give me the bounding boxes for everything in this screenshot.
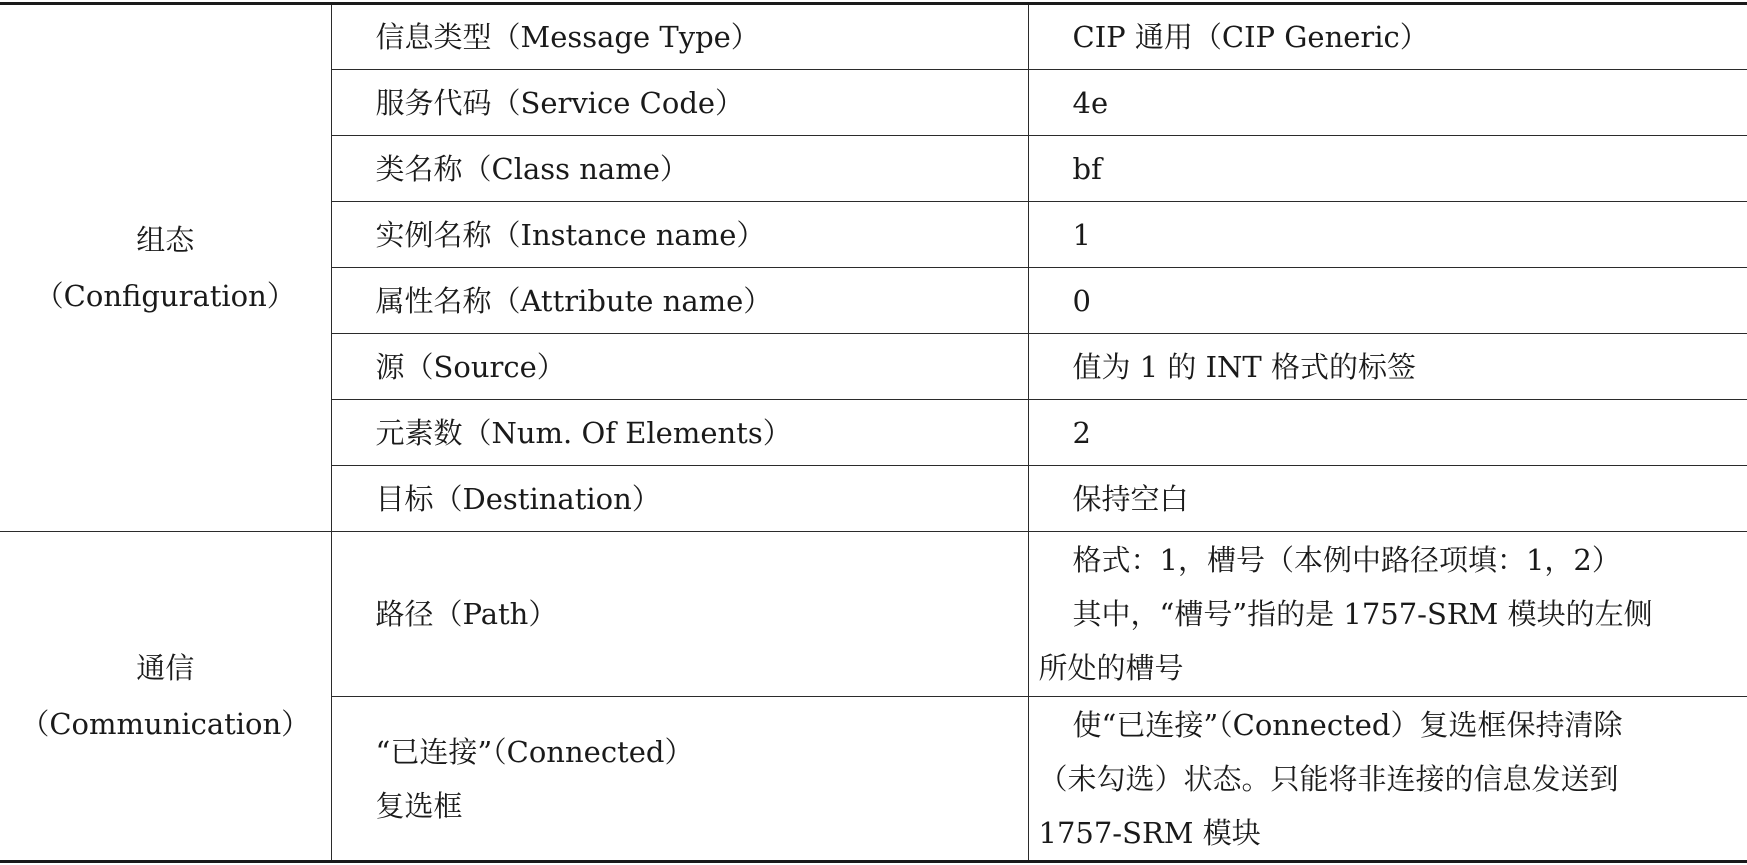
value-cell: 值为 1 的 INT 格式的标签 [1028,334,1747,400]
group-communication-zh: 通信 [136,651,195,685]
table-row-path [0,532,1747,697]
group-configuration-en: （Configuration） [34,279,296,313]
value-cell: 0 [1028,268,1747,334]
group-configuration [0,4,331,532]
group-configuration-zh: 组态 [136,223,195,257]
value-cell: 2 [1028,400,1747,466]
connected-param-line-2: 复选框 [375,788,463,823]
param-cell: 元素数（Num. Of Elements） [331,400,1028,466]
group-communication [0,532,331,862]
connected-param-line-1: “已连接”（Connected） [375,734,694,769]
group-communication-en: （Communication） [20,707,311,741]
value-cell: 保持空白 [1028,466,1747,532]
value-cell: 1 [1028,202,1747,268]
connected-line-3: 1757-SRM 模块 [1038,815,1261,850]
connected-line-2: （未勾选）状态。只能将非连接的信息发送到 [1038,761,1619,796]
path-line-1: 格式：1，槽号（本例中路径项填：1，2） [1072,543,1621,577]
param-cell: 类名称（Class name） [331,136,1028,202]
table-row [0,4,1747,70]
value-cell: 4e [1028,70,1747,136]
param-cell: 属性名称（Attribute name） [331,268,1028,334]
param-cell: 信息类型（Message Type） [331,4,1028,70]
param-cell-connected [331,697,1028,862]
value-cell: CIP 通用（CIP Generic） [1028,4,1747,70]
parameter-table [0,2,1747,863]
value-cell-path [1028,532,1747,697]
path-line-2: 其中，“槽号”指的是 1757-SRM 模块的左侧 [1072,597,1653,631]
value-cell-connected [1028,697,1747,862]
param-cell-path: 路径（Path） [331,532,1028,697]
value-cell: bf [1028,136,1747,202]
param-cell: 服务代码（Service Code） [331,70,1028,136]
param-cell: 实例名称（Instance name） [331,202,1028,268]
connected-line-1: 使“已连接”（Connected）复选框保持清除 [1072,707,1623,742]
param-cell: 目标（Destination） [331,466,1028,532]
path-line-3: 所处的槽号 [1038,651,1184,685]
param-cell: 源（Source） [331,334,1028,400]
